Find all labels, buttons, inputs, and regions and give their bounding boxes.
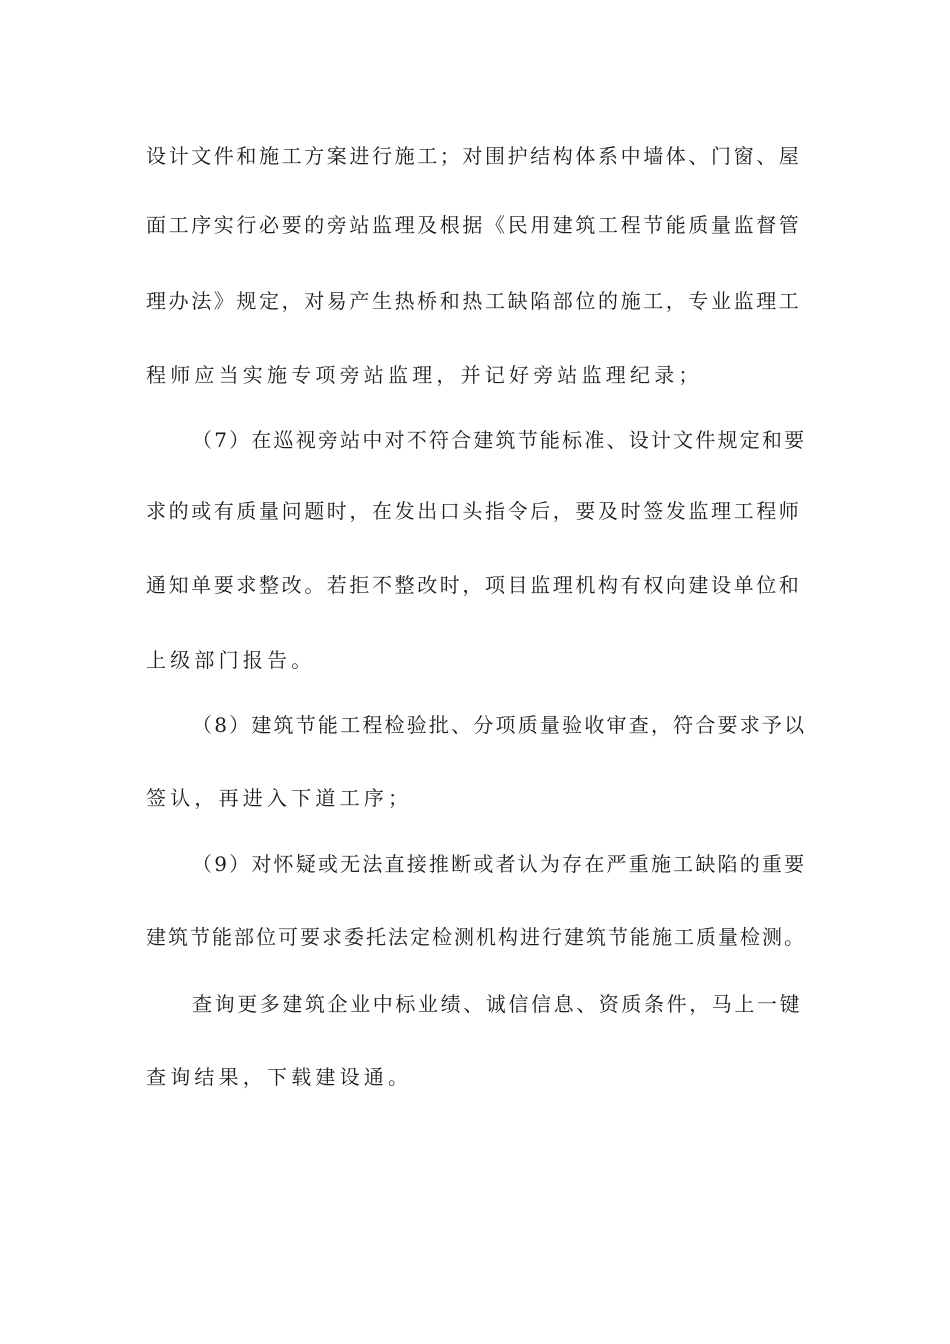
list-item-8-line: （8）建筑节能工程检验批、分项质量验收审查，符合要求予以: [192, 713, 807, 737]
paragraph-line: 通知单要求整改。若拒不整改时，项目监理机构有权向建设单位和: [146, 573, 802, 597]
paragraph-line: 建筑节能部位可要求委托法定检测机构进行建筑节能施工质量检测。: [146, 925, 806, 949]
promo-line: 查询结果，下载建设通。: [146, 1065, 413, 1089]
paragraph-line: 签认，再进入下道工序；: [146, 786, 413, 810]
paragraph-line: 设计文件和施工方案进行施工；对围护结构体系中墙体、门窗、屋: [146, 144, 802, 168]
list-item-9-line: （9）对怀疑或无法直接推断或者认为存在严重施工缺陷的重要: [192, 852, 807, 876]
paragraph-line: 面工序实行必要的旁站监理及根据《民用建筑工程节能质量监督管: [146, 213, 802, 237]
paragraph-line: 上级部门报告。: [146, 648, 316, 672]
paragraph-line: 求的或有质量问题时，在发出口头指令后，要及时签发监理工程师: [146, 499, 802, 523]
paragraph-line: 程师应当实施专项旁站监理，并记好旁站监理纪录；: [146, 363, 703, 387]
promo-line: 查询更多建筑企业中标业绩、诚信信息、资质条件，马上一键: [192, 992, 803, 1016]
list-item-7-line: （7）在巡视旁站中对不符合建筑节能标准、设计文件规定和要: [192, 428, 807, 452]
paragraph-line: 理办法》规定，对易产生热桥和热工缺陷部位的施工，专业监理工: [146, 289, 802, 313]
